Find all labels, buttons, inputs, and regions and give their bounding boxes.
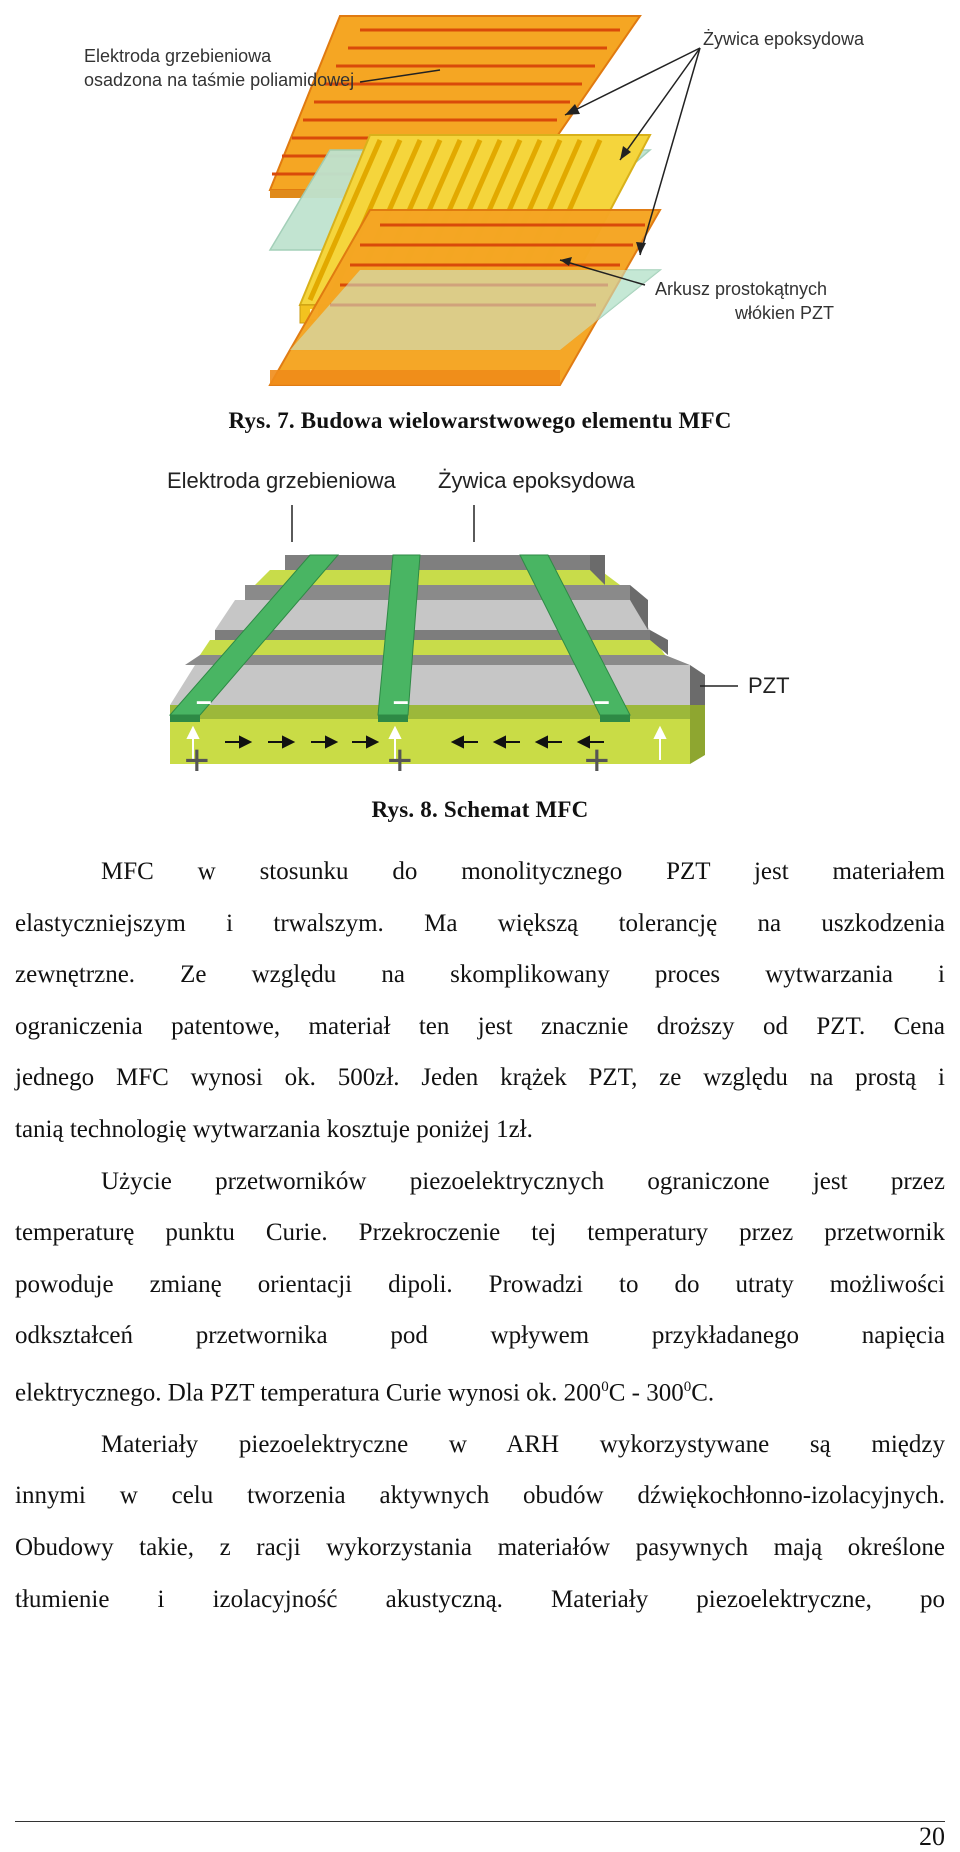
fig7-electrode-label-line1: Elektroda grzebieniowa [84,46,272,66]
fig8-pzt-label: PZT [748,673,790,698]
text-line-curie [15,1362,945,1419]
text-line: temperaturę punktu Curie. Przekroczenie tej temperatury przez przetwornik [15,1219,945,1247]
text-line: MFC w stosunku do monolitycznego PZT jest materiałem [101,858,945,885]
figure-8-mfc-schema [0,460,960,780]
curie-sup-2: 0 [683,1378,692,1395]
curie-text-a: elektrycznego. Dla PZT temperatura Curie wynosi ok. 200 [15,1379,602,1407]
fig7-epoxy-label: Żywica epoksydowa [703,29,865,49]
curie-text-b: C - 300 [608,1379,684,1407]
text-line: jednego MFC wynosi ok. 500zł. Jeden krążek PZT, ze względu na prostą i [15,1064,945,1092]
fig7-fibers-label-line2: włókien PZT [735,303,835,323]
text-line: tłumienie i izolacyjność akustyczną. Materiały piezoelektryczne, po [15,1585,945,1613]
text-line: odkształceń przetwornika pod wpływem przykładanego napięcia [15,1322,945,1350]
fig8-minus-1: – [196,685,212,716]
figure-7-mfc-layers [0,0,960,395]
fig7-electrode-label-line2: osadzona na taśmie poliamidowej [84,70,355,90]
text-line: zewnętrzne. Ze względu na skomplikowany proces wytwarzania i [15,961,945,989]
text-line: innymi w celu tworzenia aktywnych obudów dźwiękochłonno-izolacyjnych. [15,1482,945,1510]
fig8-minus-2: – [393,685,409,716]
curie-text-c: C. [691,1379,715,1407]
figure-7-caption: Rys. 7. Budowa wielowarstwowego elementu MFC [228,408,732,433]
text-line: Użycie przetworników piezoelektrycznych ograniczone jest przez [101,1167,945,1195]
text-line: Materiały piezoelektryczne w ARH wykorzystywane są między [101,1430,945,1458]
text-line: elastyczniejszym i trwalszym. Ma większą tolerancję na uszkodzenia [15,909,945,937]
text-line: tanią technologię wytwarzania kosztuje poniżej 1zł. [15,1115,533,1143]
fig7-fibers-label-line1: Arkusz prostokątnych [655,279,828,299]
figure-8-caption: Rys. 8. Schemat MFC [371,797,589,822]
text-line: Obudowy takie, z racji wykorzystania materiałów pasywnych mają określone [15,1534,945,1562]
curie-sup-1: 0 [601,1378,609,1395]
fig8-epoxy-label: Żywica epoksydowa [438,468,635,493]
footer-rule [15,1821,945,1822]
fig8-plus-2: + [387,736,413,780]
text-line: powoduje zmianę orientacji dipoli. Prowadzi to do utraty możliwości [15,1270,945,1298]
fig8-plus-3: + [584,736,610,780]
text-line: ograniczenia patentowe, materiał ten jest znacznie droższy od PZT. Cena [15,1012,945,1040]
fig8-electrode-label: Elektroda grzebieniowa [167,468,396,493]
fig8-minus-3: – [594,685,610,716]
body-text [15,846,945,1625]
fig8-plus-1: + [184,736,210,780]
page-number: 20 [919,1822,945,1851]
